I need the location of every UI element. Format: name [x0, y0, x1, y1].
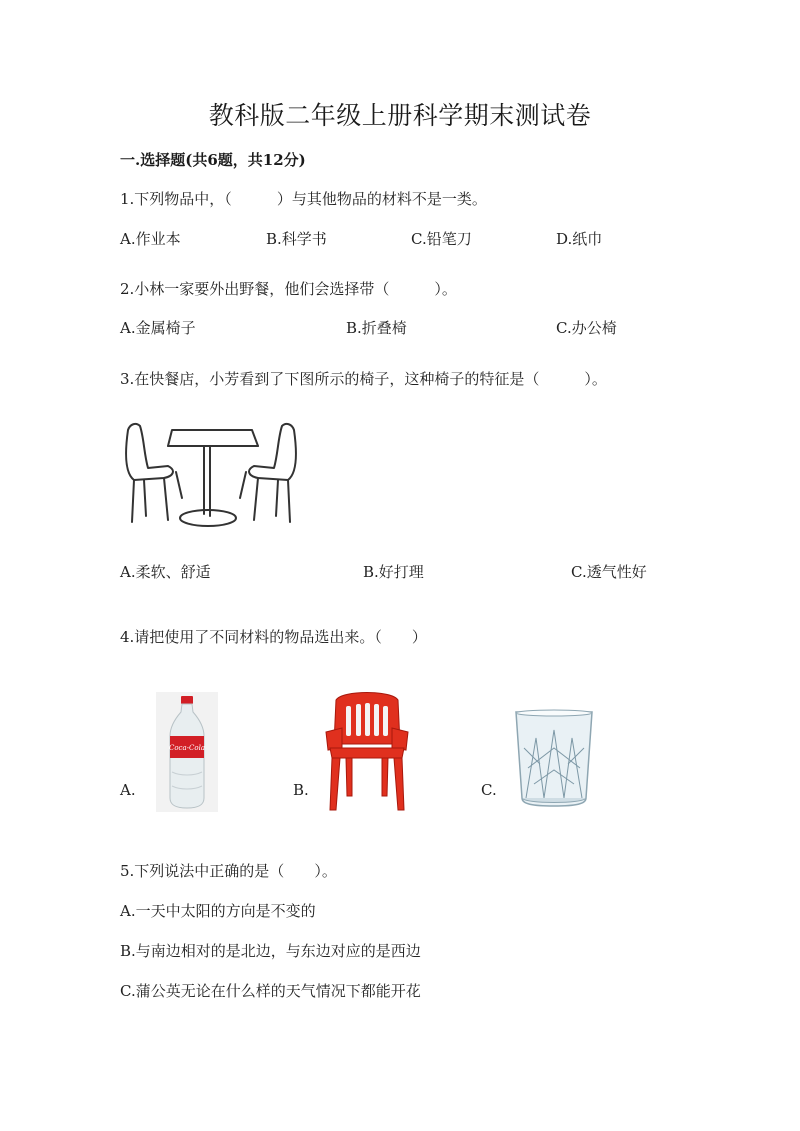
red-plastic-chair-image — [322, 688, 412, 812]
question-2-stem: 2.小林一家要外出野餐，他们会选择带（ ）。 — [120, 280, 457, 298]
question-3-option-b[interactable]: B.好打理 — [363, 563, 424, 581]
question-4-option-b[interactable]: B. — [293, 781, 309, 799]
question-1-option-c[interactable]: C.铅笔刀 — [411, 230, 472, 248]
question-1-option-a[interactable]: A.作业本 — [120, 230, 181, 248]
question-4-option-a[interactable]: A. — [120, 781, 136, 799]
question-3-option-a[interactable]: A.柔软、舒适 — [120, 563, 211, 581]
question-5-stem: 5.下列说法中正确的是（ ）。 — [120, 862, 337, 880]
question-5-option-b[interactable]: B.与南边相对的是北边，与东边对应的是西边 — [120, 942, 421, 960]
cola-bottle-image — [156, 692, 218, 812]
page-title: 教科版二年级上册科学期末测试卷 — [208, 101, 592, 130]
question-2-option-b[interactable]: B.折叠椅 — [346, 319, 407, 337]
section-heading: 一.选择题(共6题，共12分) — [120, 151, 306, 169]
question-4-stem: 4.请把使用了不同材料的物品选出来。（ ） — [120, 628, 427, 646]
question-1-stem: 1.下列物品中，（ ）与其他物品的材料不是一类。 — [120, 190, 487, 208]
fastfood-table-chairs-image — [120, 418, 302, 530]
question-3-option-c[interactable]: C.透气性好 — [571, 563, 647, 581]
question-1-option-d[interactable]: D.纸巾 — [556, 230, 603, 248]
question-3-stem: 3.在快餐店，小芳看到了下图所示的椅子，这种椅子的特征是（ ）。 — [120, 370, 607, 388]
question-2-option-c[interactable]: C.办公椅 — [556, 319, 617, 337]
cola-logo-text: Coca-Cola — [168, 744, 206, 752]
question-2-option-a[interactable]: A.金属椅子 — [120, 319, 196, 337]
question-5-option-c[interactable]: C.蒲公英无论在什么样的天气情况下都能开花 — [120, 982, 421, 1000]
crystal-glass-image — [514, 708, 594, 808]
question-4-option-c[interactable]: C. — [481, 781, 497, 799]
question-1-option-b[interactable]: B.科学书 — [266, 230, 327, 248]
question-5-option-a[interactable]: A.一天中太阳的方向是不变的 — [120, 902, 316, 920]
